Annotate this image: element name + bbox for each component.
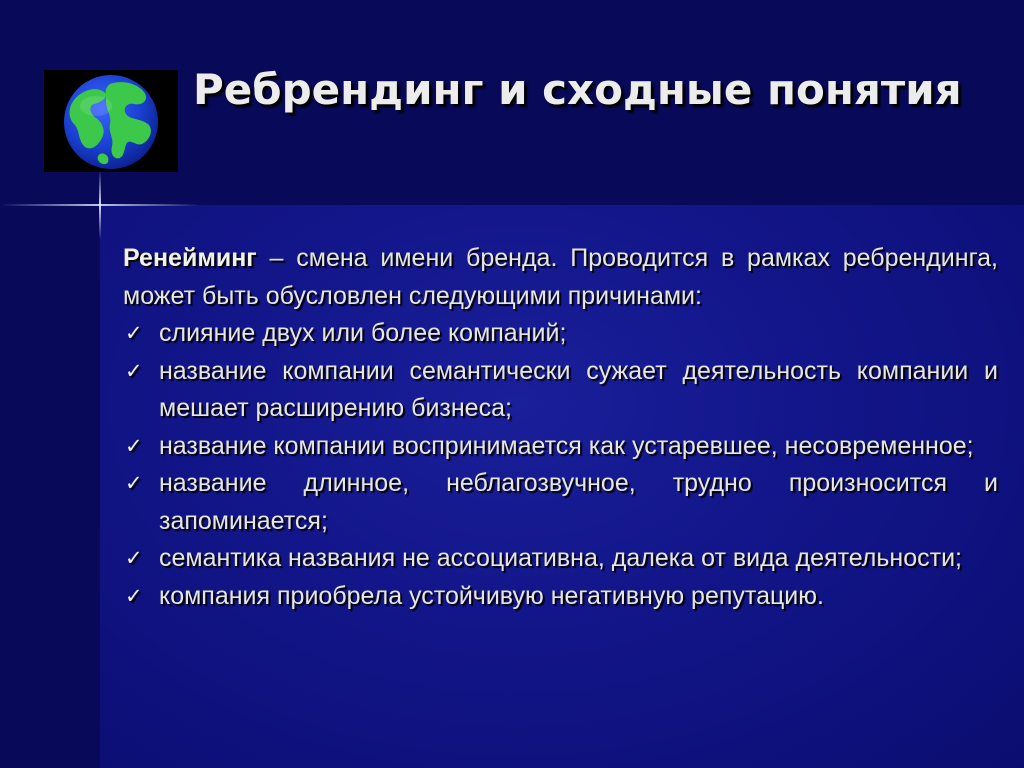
sparkle-vertical [99,170,101,240]
checkmark-icon: ✓ [125,433,143,458]
intro-text: – смена имени бренда. Проводится в рамках ребрендинга, может быть обусловлен следующими причинами: [123,244,998,310]
checkmark-icon: ✓ [125,583,143,608]
list-item-text: название длинное, неблагозвучное, трудно произносится и запоминается; [159,469,998,535]
list-item-text: семантика названия не ассоциативна, далека от вида деятельности; [159,544,962,572]
checkmark-icon: ✓ [125,546,143,570]
intro-paragraph [123,240,998,315]
list-item [123,353,998,428]
list-item-text: слияние двух или более компаний; [159,319,567,347]
globe-icon [44,70,178,172]
list-item [123,315,998,353]
list-item [123,578,998,616]
list-item-text: компания приобрела устойчивую негативную репутацию. [159,581,824,610]
reasons-list [123,315,998,615]
list-item [123,428,998,466]
checkmark-icon: ✓ [125,321,143,345]
list-item-text: название компании воспринимается как устаревшее, несовременное; [159,431,974,460]
checkmark-icon: ✓ [125,471,143,495]
list-item [123,540,998,578]
term-renaming: Ренейминг [123,244,257,272]
slide-body [123,240,998,615]
slide-title: Ребрендинг и сходные понятия [193,65,962,114]
left-band [0,205,100,768]
list-item [123,465,998,540]
checkmark-icon: ✓ [125,358,143,383]
list-item-text: название компании семантически сужает деятельность компании и мешает расширению бизнеса; [159,356,998,422]
